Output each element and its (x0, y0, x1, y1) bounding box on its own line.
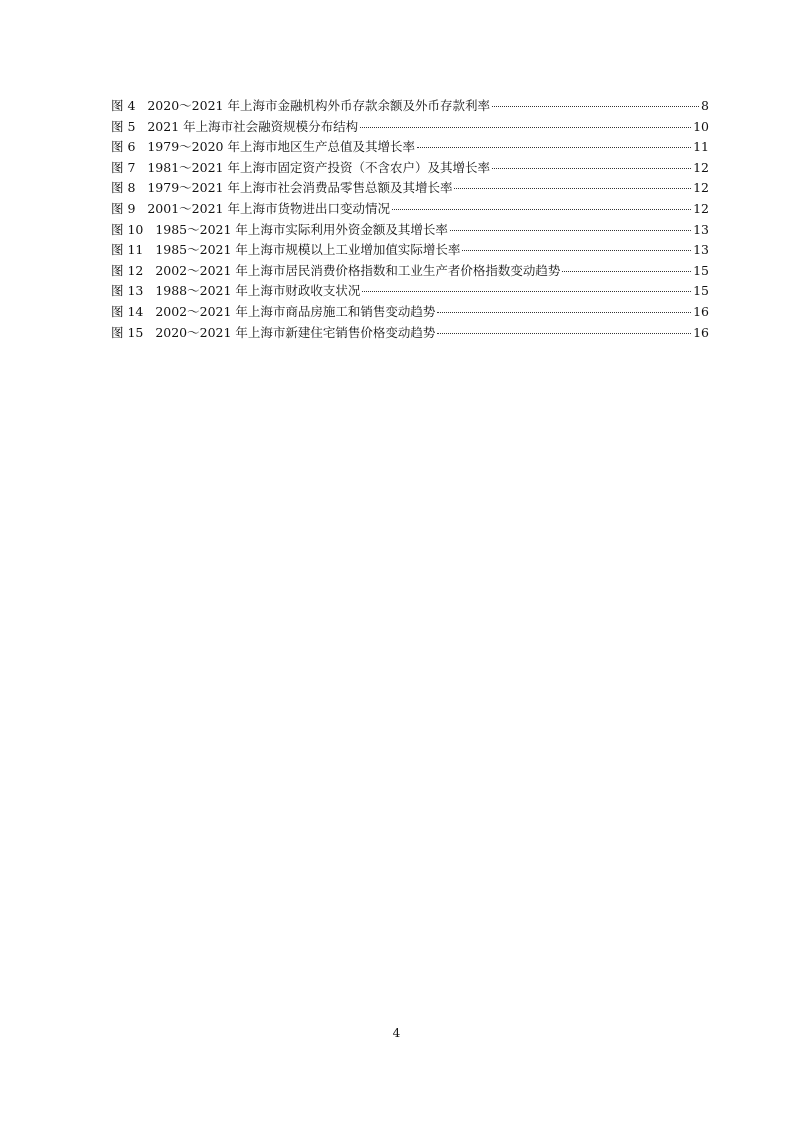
toc-entry[interactable] (111, 302, 709, 323)
toc-entry[interactable] (111, 117, 709, 138)
page-ref: 13 (693, 242, 709, 258)
page-ref: 10 (693, 118, 709, 134)
toc-entry[interactable] (111, 96, 709, 117)
dot-leader (392, 209, 691, 210)
dot-leader (462, 250, 691, 251)
dot-leader (437, 333, 691, 334)
dot-leader (450, 230, 691, 231)
toc-entry[interactable] (111, 261, 709, 282)
toc-entry[interactable] (111, 137, 709, 158)
figure-title: 1979～2021 年上海市社会消费品零售总额及其增长率 (147, 180, 453, 196)
dot-leader (437, 312, 691, 313)
figure-label: 图 14 (111, 303, 144, 319)
figure-label: 图 6 (111, 139, 136, 155)
dot-leader (362, 291, 691, 292)
dot-leader (454, 188, 691, 189)
page-number: 4 (392, 1026, 401, 1040)
toc-entry[interactable] (111, 281, 709, 302)
figure-label: 图 5 (111, 118, 136, 134)
figure-title: 2002～2021 年上海市商品房施工和销售变动趋势 (155, 303, 436, 319)
page-ref: 15 (693, 262, 709, 278)
figure-list (111, 96, 709, 343)
dot-leader (492, 168, 691, 169)
page-ref: 12 (693, 200, 709, 216)
toc-entry[interactable] (111, 220, 709, 241)
figure-title: 1979～2020 年上海市地区生产总值及其增长率 (147, 139, 415, 155)
page-ref: 16 (693, 324, 709, 340)
figure-title: 1981～2021 年上海市固定资产投资（不含农户）及其增长率 (147, 159, 490, 175)
page-ref: 13 (693, 221, 709, 237)
page-ref: 12 (693, 180, 709, 196)
figure-label: 图 11 (111, 242, 144, 258)
page-ref: 8 (701, 98, 709, 113)
figure-title: 2020～2021 年上海市金融机构外币存款余额及外币存款利率 (147, 98, 490, 113)
figure-label: 图 13 (111, 283, 144, 299)
dot-leader (492, 106, 699, 107)
toc-entry[interactable] (111, 199, 709, 220)
dot-leader (417, 147, 691, 148)
figure-label: 图 15 (111, 324, 144, 340)
figure-title: 1985～2021 年上海市实际利用外资金额及其增长率 (155, 221, 448, 237)
page-ref: 16 (693, 303, 709, 319)
toc-entry[interactable] (111, 240, 709, 261)
toc-entry[interactable] (111, 158, 709, 179)
figure-label: 图 4 (111, 98, 136, 113)
dot-leader (562, 271, 691, 272)
page-ref: 15 (693, 283, 709, 299)
figure-label: 图 8 (111, 180, 136, 196)
figure-title: 2002～2021 年上海市居民消费价格指数和工业生产者价格指数变动趋势 (155, 262, 561, 278)
figure-title: 2001～2021 年上海市货物进出口变动情况 (147, 200, 390, 216)
figure-title: 1988～2021 年上海市财政收支状况 (155, 283, 361, 299)
page-ref: 12 (693, 159, 709, 175)
figure-label: 图 12 (111, 262, 144, 278)
dot-leader (360, 127, 691, 128)
page-ref: 11 (693, 139, 709, 155)
figure-title: 1985～2021 年上海市规模以上工业增加值实际增长率 (155, 242, 461, 258)
figure-label: 图 9 (111, 200, 136, 216)
toc-entry[interactable] (111, 178, 709, 199)
figure-title: 2020～2021 年上海市新建住宅销售价格变动趋势 (155, 324, 436, 340)
figure-title: 2021 年上海市社会融资规模分布结构 (147, 118, 359, 134)
figure-label: 图 7 (111, 159, 136, 175)
toc-entry[interactable] (111, 323, 709, 344)
figure-label: 图 10 (111, 221, 144, 237)
